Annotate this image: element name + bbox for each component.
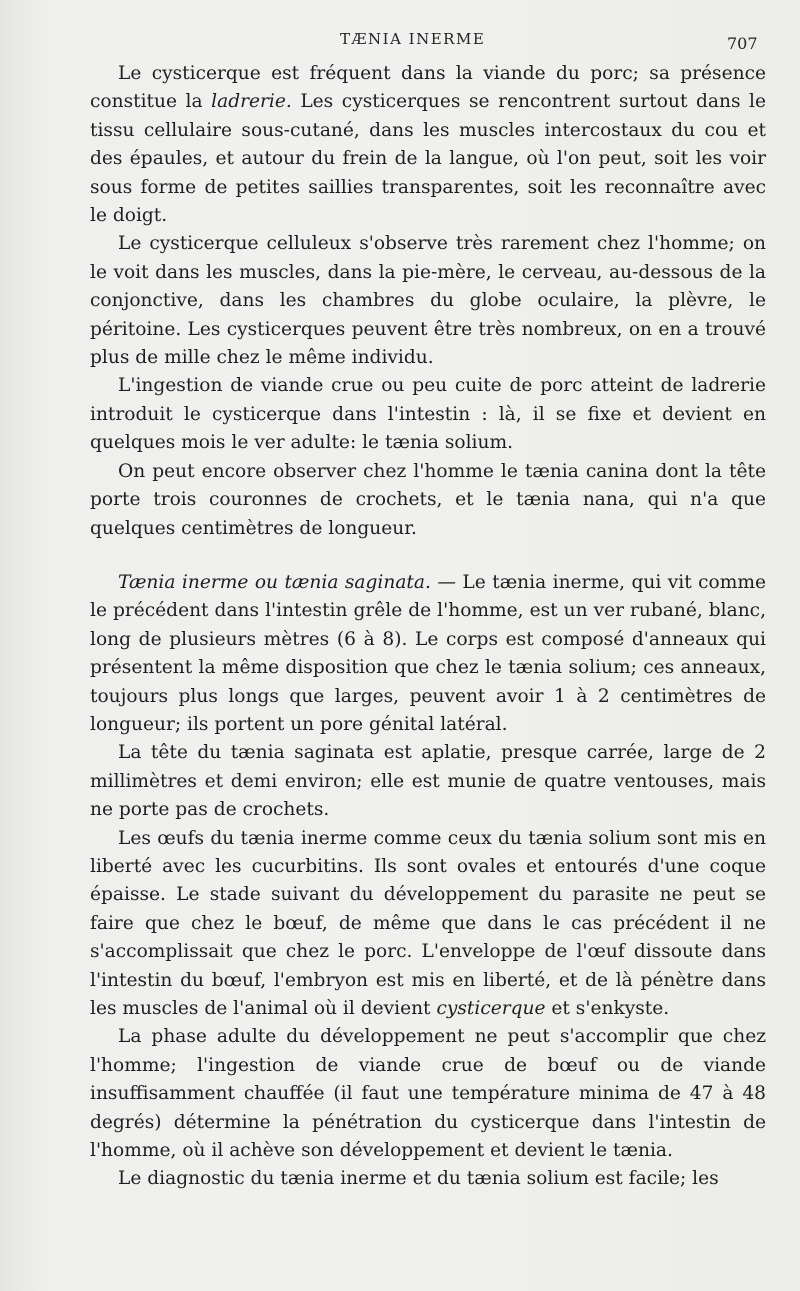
- paragraph-text: Les cysticerques se rencontrent surtout dans le tissu cellulaire sous-cutané, dans les muscles intercostaux du cou et des épaules, et autour du frein de la langue, où l'on peut, soit les voir sous forme de petites saillies transparentes, soit les reconnaître avec le doigt.: [90, 91, 766, 227]
- paragraph-tete-saginata: La tête du tænia saginata est aplatie, presque carrée, large de 2 millimètres et demi environ; elle est munie de quatre ventouses, mais ne porte pas de crochets.: [90, 742, 766, 821]
- paragraph-ladrerie: [90, 60, 766, 230]
- paragraph-cysticerque-celluleux: Le cysticerque celluleux s'observe très rarement chez l'homme; on le voit dans les muscles, dans la pie-mère, le cerveau, au-dessous de la conjonctive, dans les chambres du globe oculaire, la plèvre, le péritoine. Les cysticerques peuvent être très nombreux, on en a trouvé plus de mille chez le même individu.: [90, 233, 766, 369]
- page-header: [0, 26, 800, 56]
- page-body: [90, 60, 766, 1194]
- section-heading: Tænia inerme ou tænia saginata.: [118, 571, 431, 593]
- section-lead-paragraph: [90, 569, 766, 739]
- paragraph-phase-adulte: La phase adulte du développement ne peut s'accomplir que chez l'homme; l'ingestion de viande crue de bœuf ou de viande insuffisamment chauffée (il faut une température minima de 47 à 48 degrés) détermine la pénétration du cysticerque dans l'intestin de l'homme, où il achève son développement et devient le tænia.: [90, 1026, 766, 1162]
- paragraph-taenia-canina: On peut encore observer chez l'homme le tænia canina dont la tête porte trois couronnes de crochets, et le tænia nana, qui n'a que quelques centimètres de longueur.: [90, 460, 766, 539]
- paragraph-text: Le tænia inerme, qui vit comme le précédent dans l'intestin grêle de l'homme, est un ver rubané, blanc, long de plusieurs mètres (6 à 8). Le corps est composé d'anneaux qui présentent la même disposition que chez le tænia solium; ces anneaux, toujours plus longs que larges, peuvent avoir 1 à 2 centimètres de longueur; ils portent un pore génital latéral.: [90, 571, 767, 735]
- paragraph-ingestion-porc: L'ingestion de viande crue ou peu cuite de porc atteint de ladrerie introduit le cysticerque dans l'intestin : là, il se fixe et devient en quelques mois le ver adulte: le tænia solium.: [90, 375, 766, 454]
- emphasis-ladrerie: ladrerie.: [211, 91, 292, 113]
- paragraph-text: Les œufs du tænia inerme comme ceux du tænia solium sont mis en liberté avec les cucurbitins. Ils sont ovales et entourés d'une coque épaisse. Le stade suivant du développement du parasite ne peut se faire que chez le bœuf, de même que dans le cas précédent il ne s'accomplissait que chez le porc. L'enveloppe de l'œuf dissoute dans l'intestin du bœuf, l'embryon est mis en liberté, et de là pénètre dans les muscles de l'animal où il devient: [90, 827, 766, 1019]
- paragraph-oeufs: [90, 825, 766, 1024]
- paragraph-diagnostic: Le diagnostic du tænia inerme et du tænia solium est facile; les: [118, 1168, 719, 1190]
- paragraph-text: Le cysticerque est fréquent dans la viande du porc; sa présence constitue la: [90, 63, 766, 113]
- emphasis-cysticerque: cysticerque: [436, 998, 546, 1019]
- heading-dash: —: [430, 571, 463, 593]
- section-spacer: [90, 543, 766, 569]
- running-title: TÆNIA INERME: [340, 30, 486, 48]
- page-number: 707: [727, 34, 758, 53]
- paragraph-text: et s'enkyste.: [545, 998, 670, 1019]
